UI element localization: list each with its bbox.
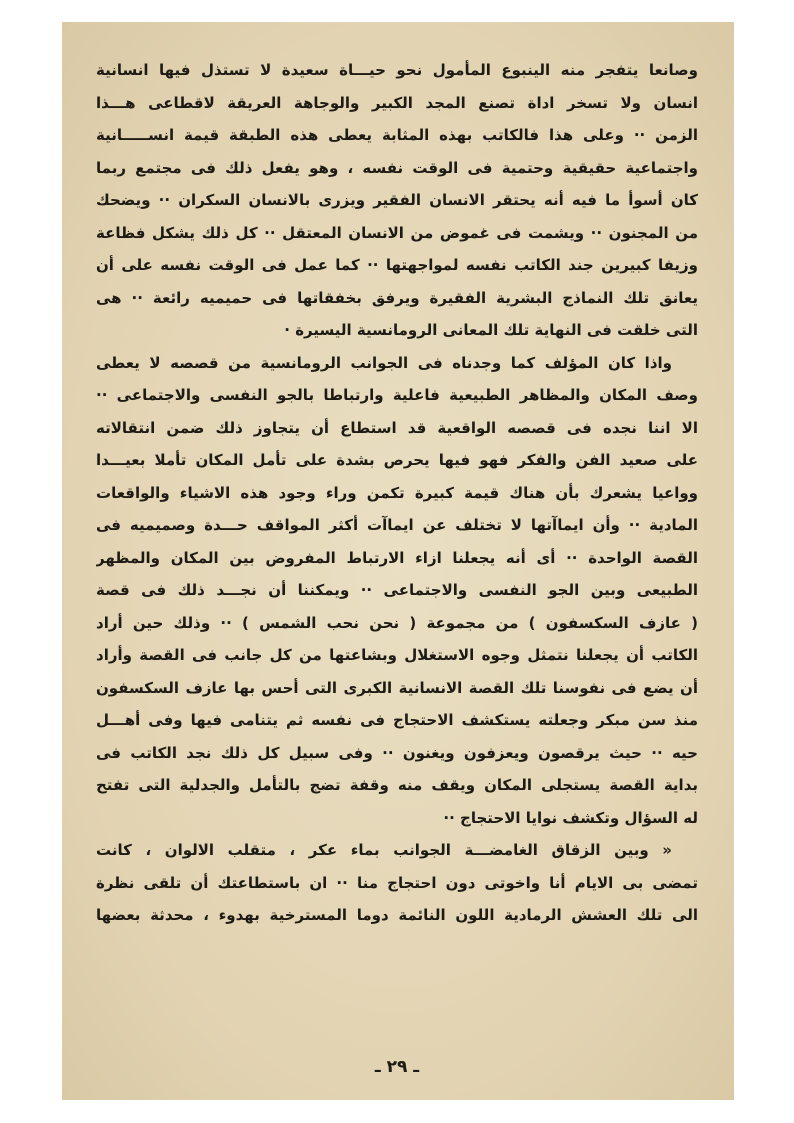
text-line: « وبين الزقاق الغامضـــة الجوانب بماء عكر ، متقلب الالوان ، كانت [96, 841, 672, 859]
text-line: على صعيد الفن والفكر فهو فيها يحرص بشدة على تأمل المكان تأملا بعيـــدا [96, 451, 698, 469]
text-line: وزيفا كبيرين جند الكاتب نفسه لمواجهتها ·· كما عمل فى الوقت نفسه على أن [96, 256, 698, 274]
text-line: ( عازف السكسفون ) من مجموعة ( نحن نحب الشمس ) ·· وذلك حين أراد [96, 613, 698, 632]
text-line: يعانق تلك النماذج البشرية الفقيرة ويرفق بخفقاتها فى حميميه رائعة ·· هى [96, 288, 698, 307]
text-line: الزمن ·· وعلى هذا فالكاتب بهذه المثابة يعطى هذه الطبقة قيمة انســـــانية [96, 126, 698, 144]
text-line: حيه ·· حيث يرقصون ويعزفون ويغنون ·· وفى سبيل كل ذلك نجد الكاتب فى [96, 743, 698, 762]
text-line: وصانعا يتفجر منه الينبوع المأمول نحو حيـــاة سعيدة لا تستذل فيها انسانية [96, 61, 698, 79]
text-line: له السؤال وتكشف نوايا الاحتجاج ·· [443, 808, 698, 827]
text-line: الى تلك العشش الرمادية اللون النائمة دوما المسترخية بهدوء ، محدثة بعضها [96, 906, 698, 924]
text-line: أن يضع فى نفوسنا تلك القصة الانسانية الكبرى التى أحس بها عازف السكسفون [96, 678, 698, 697]
text-line: وواعيا يشعرك بأن هناك قيمة كبيرة تكمن وراء وجود هذه الاشياء والواقعات [96, 483, 698, 502]
text-line: الا اننا نجده فى قصصه الواقعية قد استطاع أن يتجاوز ذلك ضمن انتقالاته [96, 418, 698, 437]
text-line: كان أسوأ ما فيه أنه يحتقر الانسان الفقير ويزرى بالانسان السكران ·· ويضحك [96, 191, 698, 209]
page-number: ـ ٢٩ ـ [374, 1057, 420, 1077]
text-line: تمضى بى الايام أنا واخوتى دون احتجاج منا ·· ان باستطاعتك أن تلقى نظرة [96, 873, 698, 892]
text-line: منذ سن مبكر وجعلته يستكشف الاحتجاج فى نفسه ثم يتنامى فيها وفى أهـــل [96, 711, 698, 729]
text-line: القصة الواحدة ·· أى أنه يجعلنا ازاء الارتباط المفروض بين المكان والمظهر [96, 548, 698, 567]
text-line: واذا كان المؤلف كما وجدناه فى الجوانب الرومانسية من قصصه لا يعطى [96, 353, 672, 372]
text-line: التى خلقت فى النهاية تلك المعانى الرومانسية اليسيرة · [284, 321, 698, 339]
text-line: واجتماعية حقيقية وحتمية فى الوقت نفسه ، وهو يفعل ذلك فى مجتمع ربما [96, 158, 698, 177]
text-line: وصف المكان والمظاهر الطبيعية فاعلية وارتباطا بالجو النفسى والاجتماعى ·· [96, 386, 698, 404]
text-line: الطبيعى وبين الجو النفسى والاجتماعى ·· ويمكننا أن نجـــد ذلك فى قصة [96, 581, 698, 599]
text-line: انسان ولا تسخر اداة تصنع المجد الكبير والوجاهة العريقة لاقطاعى هـــذا [96, 93, 698, 112]
text-line: بداية القصة يستجلى المكان ويقف منه وقفة تضج بالتأمل والجدلية التى تفتح [96, 776, 698, 794]
body-text [96, 54, 698, 932]
text-line: من المجنون ·· ويشمت فى غموض من الانسان المعتقل ·· كل ذلك يشكل فظاعة [96, 223, 698, 242]
text-line: المادية ·· وأن ايماآتها لا تختلف عن ايماآت أكثر المواقف حـــدة وصميميه فى [96, 516, 698, 534]
text-line: الكاتب أن يجعلنا نتمثل وجوه الاستغلال وبشاعتها من كل جانب فى القصة وأراد [96, 646, 698, 664]
